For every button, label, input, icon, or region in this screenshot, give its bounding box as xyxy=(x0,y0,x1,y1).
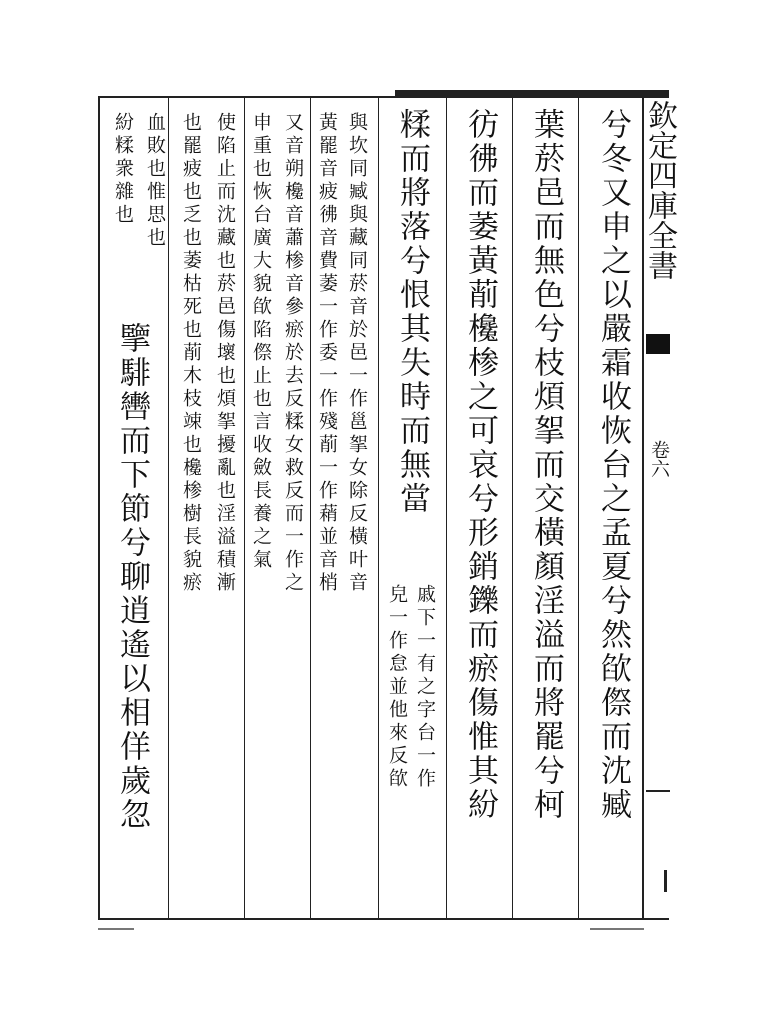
column-rule xyxy=(378,98,379,918)
margin-volume: 卷六 xyxy=(648,440,670,478)
note-column-8-left: 紛糅衆雜也 xyxy=(112,112,134,227)
column-rule xyxy=(512,98,513,918)
column-rule xyxy=(446,98,447,918)
tab-mark xyxy=(664,870,667,892)
text-column-1: 兮冬又申之以嚴霜收恢台之孟夏兮然欿傺而沈臧 xyxy=(595,108,631,822)
note-column-6-right: 又音朔欃音蕭椮音參瘀於去反糅女救反而一作之 xyxy=(282,112,304,595)
left-border xyxy=(98,96,100,920)
tab-fish-tail xyxy=(646,334,670,354)
bottom-mark-right xyxy=(590,928,644,930)
note-column-6-left: 申重也恢台廣大貌欿陷傺止也言收斂長養之氣 xyxy=(250,112,272,572)
note-column-4-left: 皃一作怠並他來反欿 xyxy=(386,584,408,791)
column-rule xyxy=(244,98,245,918)
note-column-8-right: 血敗也惟思也 xyxy=(144,112,166,250)
column-rule xyxy=(168,98,169,918)
bottom-mark-left xyxy=(98,928,134,930)
note-column-7-right: 使陷止而沈藏也菸邑傷壞也煩挐擾亂也淫溢積漸 xyxy=(214,112,236,595)
text-column-3: 彷彿而萎黃萷欃椮之可哀兮形銷鑠而瘀傷惟其紛 xyxy=(462,108,498,822)
text-column-4: 糅而將落兮恨其失時而無當 xyxy=(394,108,430,516)
bottom-border xyxy=(98,918,669,920)
tab-rule xyxy=(646,790,670,792)
column-rule xyxy=(578,98,579,918)
note-column-4-right: 戚下一有之字台一作 xyxy=(414,584,436,791)
margin-title: 欽定四庫全書 xyxy=(642,100,677,280)
top-border xyxy=(98,96,669,98)
column-rule xyxy=(310,98,311,918)
note-column-5-left: 黃罷音疲彿音費萎一作委一作殘萷一作蕱並音梢 xyxy=(316,112,338,595)
note-column-7-left: 也罷疲也乏也萎枯死也萷木枝竦也欃椮樹長貌瘀 xyxy=(180,112,202,595)
text-column-8: 擥騑轡而下節兮聊逍遙以相佯歲忽 xyxy=(114,322,150,832)
note-column-5-right: 與坎同臧與藏同菸音於邑一作邕挐女除反橫叶音 xyxy=(346,112,368,595)
top-border-thick xyxy=(395,90,669,96)
text-column-2: 葉菸邑而無色兮枝煩挐而交橫顏淫溢而將罷兮柯 xyxy=(528,108,564,822)
